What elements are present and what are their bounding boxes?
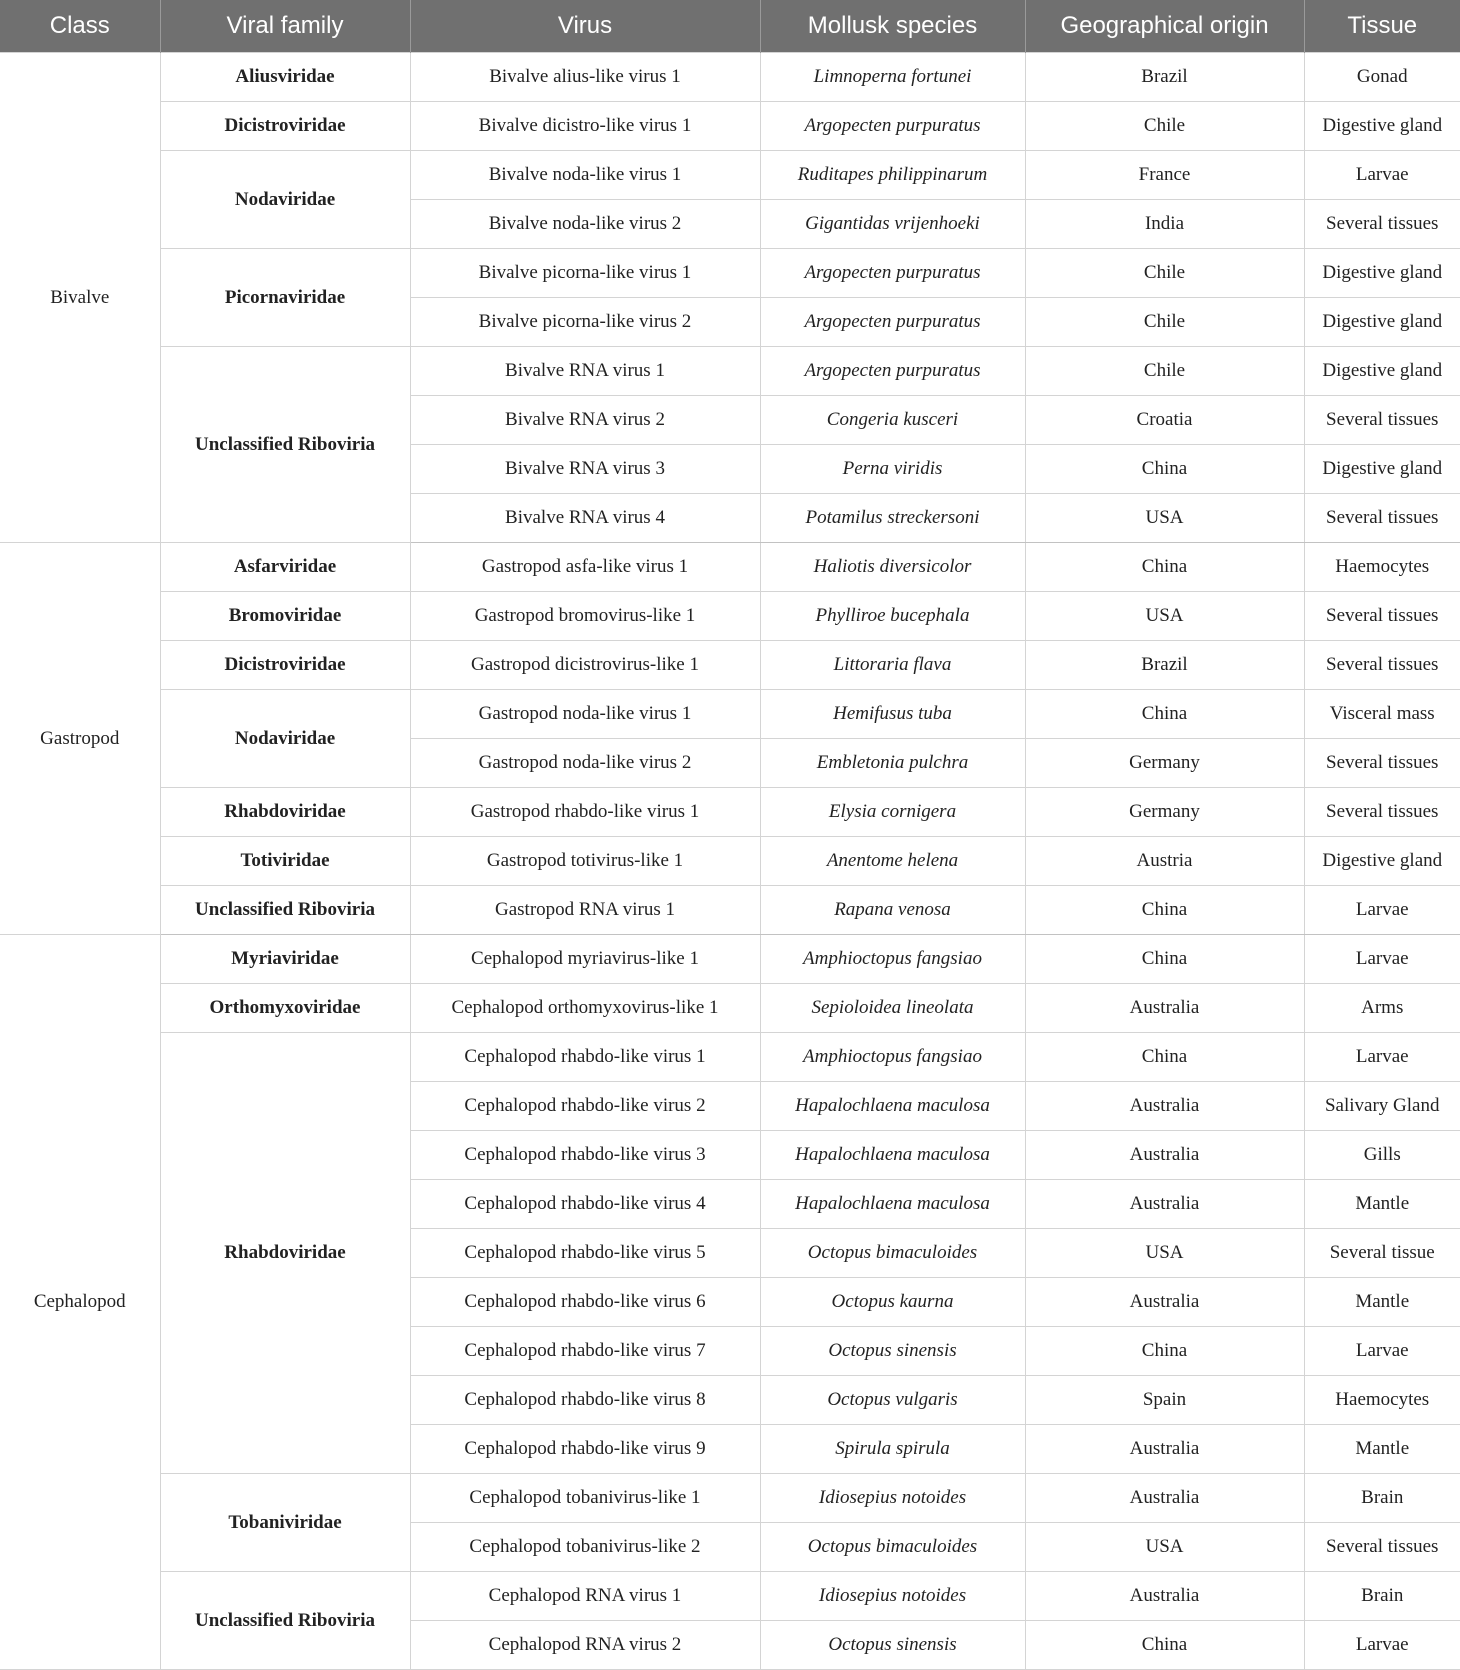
origin-cell: China — [1025, 543, 1304, 592]
origin-cell: USA — [1025, 592, 1304, 641]
tissue-cell: Mantle — [1304, 1180, 1460, 1229]
tissue-cell: Larvae — [1304, 1621, 1460, 1670]
tissue-cell: Several tissues — [1304, 641, 1460, 690]
table-row — [0, 592, 1460, 641]
table-row — [0, 837, 1460, 886]
virus-cell: Gastropod bromovirus-like 1 — [410, 592, 760, 641]
virus-cell: Cephalopod rhabdo-like virus 9 — [410, 1425, 760, 1474]
virus-cell: Cephalopod RNA virus 1 — [410, 1572, 760, 1621]
tissue-cell: Visceral mass — [1304, 690, 1460, 739]
origin-cell: Chile — [1025, 102, 1304, 151]
origin-cell: Australia — [1025, 1425, 1304, 1474]
table-row — [0, 935, 1460, 984]
species-cell: Elysia cornigera — [760, 788, 1025, 837]
family-cell: Unclassified Riboviria — [160, 347, 410, 543]
tissue-cell: Several tissues — [1304, 739, 1460, 788]
tissue-cell: Digestive gland — [1304, 445, 1460, 494]
family-cell: Rhabdoviridae — [160, 1033, 410, 1474]
tissue-cell: Several tissues — [1304, 592, 1460, 641]
virus-cell: Cephalopod rhabdo-like virus 4 — [410, 1180, 760, 1229]
tissue-cell: Larvae — [1304, 1327, 1460, 1376]
class-cell: Bivalve — [0, 53, 160, 543]
origin-cell: China — [1025, 445, 1304, 494]
table-row — [0, 641, 1460, 690]
tissue-cell: Larvae — [1304, 1033, 1460, 1082]
species-cell: Rapana venosa — [760, 886, 1025, 935]
species-cell: Littoraria flava — [760, 641, 1025, 690]
species-cell: Argopecten purpuratus — [760, 102, 1025, 151]
species-cell: Hemifusus tuba — [760, 690, 1025, 739]
origin-cell: China — [1025, 1621, 1304, 1670]
family-cell: Dicistroviridae — [160, 641, 410, 690]
species-cell: Potamilus streckersoni — [760, 494, 1025, 543]
table-row — [0, 1033, 1460, 1082]
table-row — [0, 690, 1460, 739]
tissue-cell: Digestive gland — [1304, 347, 1460, 396]
virus-cell: Bivalve picorna-like virus 2 — [410, 298, 760, 347]
tissue-cell: Digestive gland — [1304, 249, 1460, 298]
species-cell: Amphioctopus fangsiao — [760, 935, 1025, 984]
virus-cell: Bivalve RNA virus 1 — [410, 347, 760, 396]
tissue-cell: Digestive gland — [1304, 102, 1460, 151]
species-cell: Gigantidas vrijenhoeki — [760, 200, 1025, 249]
virus-cell: Cephalopod rhabdo-like virus 1 — [410, 1033, 760, 1082]
family-cell: Totiviridae — [160, 837, 410, 886]
virus-cell: Bivalve RNA virus 2 — [410, 396, 760, 445]
header-class: Class — [0, 0, 160, 53]
origin-cell: Germany — [1025, 739, 1304, 788]
tissue-cell: Arms — [1304, 984, 1460, 1033]
species-cell: Perna viridis — [760, 445, 1025, 494]
origin-cell: India — [1025, 200, 1304, 249]
tissue-cell: Haemocytes — [1304, 1376, 1460, 1425]
origin-cell: Australia — [1025, 1572, 1304, 1621]
species-cell: Idiosepius notoides — [760, 1572, 1025, 1621]
species-cell: Ruditapes philippinarum — [760, 151, 1025, 200]
family-cell: Tobaniviridae — [160, 1474, 410, 1572]
tissue-cell: Several tissues — [1304, 396, 1460, 445]
origin-cell: USA — [1025, 1229, 1304, 1278]
origin-cell: Chile — [1025, 249, 1304, 298]
family-cell: Picornaviridae — [160, 249, 410, 347]
species-cell: Anentome helena — [760, 837, 1025, 886]
species-cell: Octopus sinensis — [760, 1327, 1025, 1376]
origin-cell: Spain — [1025, 1376, 1304, 1425]
table-row — [0, 543, 1460, 592]
virus-cell: Cephalopod orthomyxovirus-like 1 — [410, 984, 760, 1033]
virus-cell: Cephalopod rhabdo-like virus 5 — [410, 1229, 760, 1278]
species-cell: Octopus kaurna — [760, 1278, 1025, 1327]
virus-cell: Bivalve picorna-like virus 1 — [410, 249, 760, 298]
class-cell: Gastropod — [0, 543, 160, 935]
family-cell: Asfarviridae — [160, 543, 410, 592]
species-cell: Octopus vulgaris — [760, 1376, 1025, 1425]
origin-cell: Brazil — [1025, 53, 1304, 102]
origin-cell: Chile — [1025, 298, 1304, 347]
tissue-cell: Several tissues — [1304, 494, 1460, 543]
table-row — [0, 249, 1460, 298]
species-cell: Argopecten purpuratus — [760, 249, 1025, 298]
virus-cell: Bivalve noda-like virus 1 — [410, 151, 760, 200]
family-cell: Unclassified Riboviria — [160, 886, 410, 935]
tissue-cell: Several tissues — [1304, 200, 1460, 249]
tissue-cell: Several tissues — [1304, 788, 1460, 837]
header-row — [0, 0, 1460, 53]
virus-cell: Bivalve RNA virus 4 — [410, 494, 760, 543]
species-cell: Amphioctopus fangsiao — [760, 1033, 1025, 1082]
table-row — [0, 151, 1460, 200]
virus-cell: Bivalve dicistro-like virus 1 — [410, 102, 760, 151]
tissue-cell: Several tissues — [1304, 1523, 1460, 1572]
virus-cell: Cephalopod rhabdo-like virus 6 — [410, 1278, 760, 1327]
header-viral-family: Viral family — [160, 0, 410, 53]
header-mollusk-species: Mollusk species — [760, 0, 1025, 53]
species-cell: Hapalochlaena maculosa — [760, 1082, 1025, 1131]
origin-cell: Chile — [1025, 347, 1304, 396]
origin-cell: China — [1025, 690, 1304, 739]
table-body — [0, 53, 1460, 1670]
origin-cell: Australia — [1025, 1082, 1304, 1131]
species-cell: Hapalochlaena maculosa — [760, 1131, 1025, 1180]
tissue-cell: Brain — [1304, 1572, 1460, 1621]
species-cell: Octopus sinensis — [760, 1621, 1025, 1670]
origin-cell: USA — [1025, 494, 1304, 543]
origin-cell: USA — [1025, 1523, 1304, 1572]
family-cell: Nodaviridae — [160, 151, 410, 249]
species-cell: Octopus bimaculoides — [760, 1523, 1025, 1572]
species-cell: Congeria kusceri — [760, 396, 1025, 445]
species-cell: Argopecten purpuratus — [760, 298, 1025, 347]
header-virus: Virus — [410, 0, 760, 53]
tissue-cell: Salivary Gland — [1304, 1082, 1460, 1131]
virus-cell: Gastropod RNA virus 1 — [410, 886, 760, 935]
species-cell: Embletonia pulchra — [760, 739, 1025, 788]
family-cell: Orthomyxoviridae — [160, 984, 410, 1033]
header-tissue: Tissue — [1304, 0, 1460, 53]
virus-cell: Gastropod totivirus-like 1 — [410, 837, 760, 886]
tissue-cell: Haemocytes — [1304, 543, 1460, 592]
virus-cell: Gastropod noda-like virus 1 — [410, 690, 760, 739]
table-row — [0, 886, 1460, 935]
virus-cell: Bivalve RNA virus 3 — [410, 445, 760, 494]
table-row — [0, 53, 1460, 102]
origin-cell: Germany — [1025, 788, 1304, 837]
family-cell: Nodaviridae — [160, 690, 410, 788]
table-row — [0, 102, 1460, 151]
virus-cell: Bivalve noda-like virus 2 — [410, 200, 760, 249]
table-row — [0, 788, 1460, 837]
class-cell: Cephalopod — [0, 935, 160, 1670]
origin-cell: Australia — [1025, 984, 1304, 1033]
tissue-cell: Digestive gland — [1304, 837, 1460, 886]
virus-cell: Cephalopod rhabdo-like virus 3 — [410, 1131, 760, 1180]
origin-cell: Brazil — [1025, 641, 1304, 690]
family-cell: Rhabdoviridae — [160, 788, 410, 837]
virus-cell: Cephalopod tobanivirus-like 1 — [410, 1474, 760, 1523]
origin-cell: Australia — [1025, 1180, 1304, 1229]
origin-cell: China — [1025, 935, 1304, 984]
species-cell: Octopus bimaculoides — [760, 1229, 1025, 1278]
origin-cell: China — [1025, 1327, 1304, 1376]
family-cell: Myriaviridae — [160, 935, 410, 984]
tissue-cell: Larvae — [1304, 151, 1460, 200]
family-cell: Dicistroviridae — [160, 102, 410, 151]
header-geographical-origin: Geographical origin — [1025, 0, 1304, 53]
species-cell: Argopecten purpuratus — [760, 347, 1025, 396]
virus-cell: Cephalopod rhabdo-like virus 8 — [410, 1376, 760, 1425]
origin-cell: Austria — [1025, 837, 1304, 886]
virus-cell: Cephalopod myriavirus-like 1 — [410, 935, 760, 984]
species-cell: Idiosepius notoides — [760, 1474, 1025, 1523]
origin-cell: Australia — [1025, 1278, 1304, 1327]
origin-cell: China — [1025, 886, 1304, 935]
table-row — [0, 984, 1460, 1033]
virus-cell: Gastropod rhabdo-like virus 1 — [410, 788, 760, 837]
tissue-cell: Digestive gland — [1304, 298, 1460, 347]
tissue-cell: Gonad — [1304, 53, 1460, 102]
table-header — [0, 0, 1460, 53]
tissue-cell: Brain — [1304, 1474, 1460, 1523]
species-cell: Haliotis diversicolor — [760, 543, 1025, 592]
tissue-cell: Larvae — [1304, 935, 1460, 984]
species-cell: Limnoperna fortunei — [760, 53, 1025, 102]
origin-cell: Croatia — [1025, 396, 1304, 445]
tissue-cell: Mantle — [1304, 1278, 1460, 1327]
virus-cell: Cephalopod RNA virus 2 — [410, 1621, 760, 1670]
virus-cell: Cephalopod rhabdo-like virus 7 — [410, 1327, 760, 1376]
tissue-cell: Several tissue — [1304, 1229, 1460, 1278]
species-cell: Phylliroe bucephala — [760, 592, 1025, 641]
virus-cell: Cephalopod tobanivirus-like 2 — [410, 1523, 760, 1572]
virus-cell: Gastropod noda-like virus 2 — [410, 739, 760, 788]
family-cell: Bromoviridae — [160, 592, 410, 641]
table-row — [0, 1572, 1460, 1621]
virus-cell: Gastropod dicistrovirus-like 1 — [410, 641, 760, 690]
tissue-cell: Larvae — [1304, 886, 1460, 935]
virus-cell: Gastropod asfa-like virus 1 — [410, 543, 760, 592]
table-row — [0, 1474, 1460, 1523]
origin-cell: China — [1025, 1033, 1304, 1082]
virus-cell: Cephalopod rhabdo-like virus 2 — [410, 1082, 760, 1131]
virus-cell: Bivalve alius-like virus 1 — [410, 53, 760, 102]
origin-cell: France — [1025, 151, 1304, 200]
species-cell: Spirula spirula — [760, 1425, 1025, 1474]
origin-cell: Australia — [1025, 1131, 1304, 1180]
family-cell: Unclassified Riboviria — [160, 1572, 410, 1670]
species-cell: Hapalochlaena maculosa — [760, 1180, 1025, 1229]
origin-cell: Australia — [1025, 1474, 1304, 1523]
tissue-cell: Gills — [1304, 1131, 1460, 1180]
tissue-cell: Mantle — [1304, 1425, 1460, 1474]
table-row — [0, 347, 1460, 396]
species-cell: Sepioloidea lineolata — [760, 984, 1025, 1033]
family-cell: Aliusviridae — [160, 53, 410, 102]
